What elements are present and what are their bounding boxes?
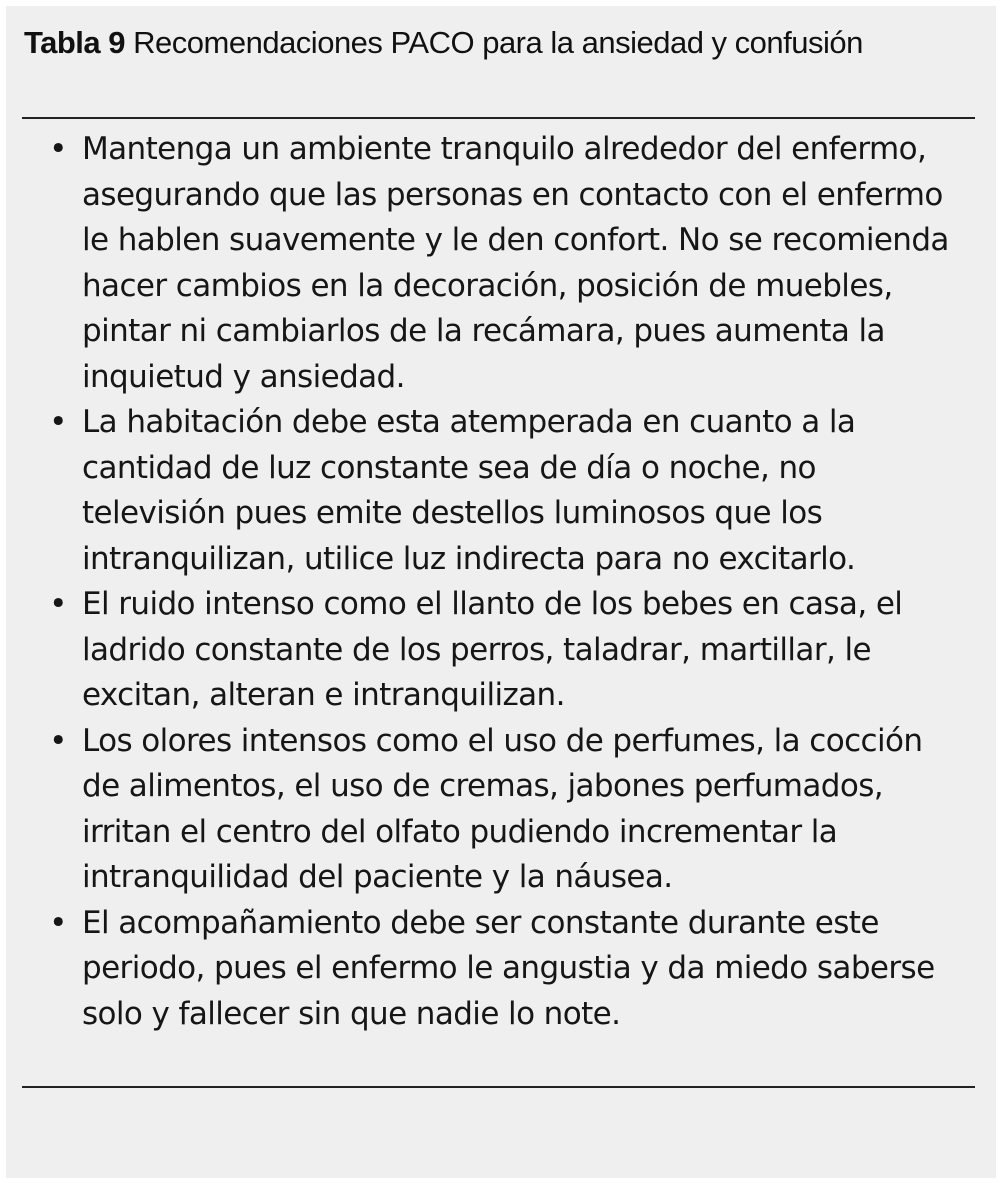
list-item [22,901,952,1038]
list-item [22,127,952,400]
bullet-icon: • [49,404,67,440]
recommendation-list [22,127,952,1037]
bottom-rule [22,1086,975,1088]
bullet-icon: • [49,586,67,622]
bullet-icon: • [49,904,67,941]
bullet-icon: • [49,131,67,167]
list-item [22,719,952,901]
bullet-icon: • [49,722,67,759]
top-rule [22,117,975,119]
list-item-text: La habitación debe esta atemperada en cuanto a la cantidad de luz constante sea de día o noche, no televisión pues emite destellos luminosos que los intranquilizan, utilice luz indirecta para no excitarlo. [82,404,856,577]
list-item-text: El ruido intenso como el llanto de los bebes en casa, el ladrido constante de los perros, taladrar, martillar, le excitan, alteran e intranquilizan. [82,586,903,713]
table-title: Recomendaciones PACO para la ansiedad y confusión [133,25,863,60]
list-item-text: Los olores intensos como el uso de perfumes, la cocción de alimentos, el uso de cremas, jabones perfumados, irritan el centro del olfato pudiendo incrementar la intranquilidad del paciente y la náusea. [82,722,923,895]
list-item-text: Mantenga un ambiente tranquilo alrededor del enfermo, asegurando que las personas en contacto con el enfermo le hablen suavemente y le den confort. No se recomienda hacer cambios en la decoración, posición de muebles, pintar ni cambiarlos de la recámara, pues aumenta la inquietud y ansiedad. [82,131,949,395]
list-item [22,582,952,719]
list-item [22,400,952,582]
list-item-text: El acompañamiento debe ser constante durante este periodo, pues el enfermo le angustia y da miedo saberse solo y fallecer sin que nadie lo note. [82,904,935,1032]
table-caption [24,20,884,65]
table-label: Tabla 9 [24,25,126,60]
